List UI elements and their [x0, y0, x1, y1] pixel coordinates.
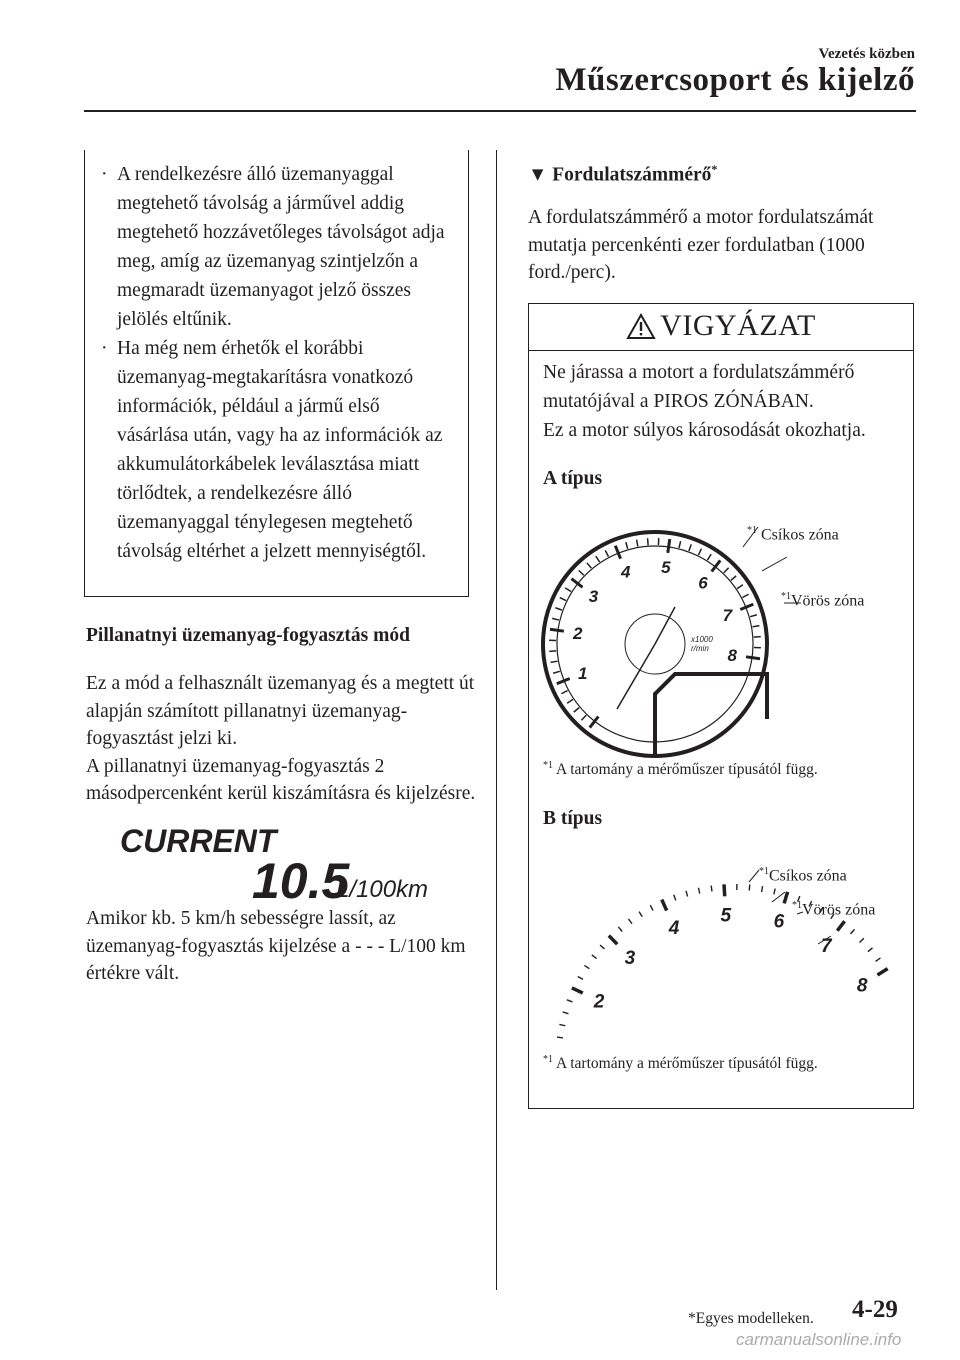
gauge-b-numbers	[580, 905, 868, 1044]
gauge-a-tick	[737, 585, 743, 589]
caution-header	[529, 304, 913, 348]
gauge-a-tick	[551, 661, 558, 662]
column-divider	[496, 150, 497, 1290]
caution-title: VIGYÁZAT	[660, 309, 816, 342]
striped-zone-leader-b	[749, 870, 759, 882]
gauge-a-tick	[550, 629, 564, 631]
gauge-a-tick	[605, 550, 608, 556]
footer-note: *Egyes modelleken.	[688, 1310, 814, 1327]
gauge-a-tick	[731, 576, 736, 580]
gauge-b-tick	[837, 921, 844, 931]
gauge-b-tick	[572, 988, 583, 993]
header-rule	[84, 110, 916, 112]
red-zone-label-a: $^{*1}$Vörös zóna	[781, 591, 865, 610]
gauge-a-tick	[724, 568, 729, 573]
gauge-b-number: 6	[773, 911, 785, 933]
gauge-b-tick	[609, 936, 617, 945]
gauge-a-number: 1	[577, 664, 588, 684]
gauge-a-unit-line2: r/min	[691, 644, 709, 653]
subheading: Pillanatnyi üzemanyag-fogyasztás mód	[86, 625, 410, 646]
gauge-b-tick	[559, 1024, 565, 1025]
page-number: 4-29	[852, 1296, 898, 1323]
page-title: Műszercsoport és kijelző	[555, 62, 915, 98]
warning-triangle-icon	[626, 313, 656, 340]
gauge-a-tick	[567, 699, 573, 703]
bullet-text: A rendelkezésre álló üzemanyaggal megtehető távolság a járművel addig megtehető hozzávetőleges távolságot adja meg, amíg az üzemanyag szintjelzőn a megmaradt üzemanyagot jelző összes jelölés eltűnik.	[117, 164, 445, 330]
gauge-b-tick	[592, 955, 597, 959]
gauge-a-number: 6	[698, 573, 708, 593]
gauge-b-tick	[662, 900, 667, 911]
bullet-item	[101, 334, 452, 566]
display-unit: L/100km	[336, 876, 429, 902]
mode-description	[86, 670, 476, 808]
gauge-b-tick	[724, 884, 725, 896]
gauge-b-tick	[860, 938, 864, 942]
gauge-b-tick	[600, 945, 605, 949]
gauge-b-tick	[584, 965, 589, 968]
gauge-a-tick	[626, 542, 628, 549]
gauge-b-number: 8	[856, 975, 868, 997]
caution-paragraph: Ez a motor súlyos károsodását okozhatja.	[543, 420, 866, 441]
gauge-b-tick	[774, 889, 775, 895]
caution-box	[528, 303, 914, 1109]
bullet-item	[101, 160, 452, 334]
gauge-a-tick	[742, 594, 748, 597]
caution-divider	[529, 350, 913, 351]
gauge-a-number: 2	[573, 624, 583, 644]
tachometer-heading	[528, 162, 717, 187]
gauge-a-tick	[555, 608, 562, 610]
display-value: 10.5	[252, 853, 350, 902]
caution-text	[543, 358, 903, 445]
gauge-a-tick	[579, 570, 584, 575]
gauge-b-tick	[868, 948, 873, 952]
gauge-a-tick	[565, 588, 571, 592]
gauge-a-tick	[553, 671, 560, 673]
gauge-a-number: 8	[727, 645, 737, 665]
paragraph: A pillanatnyi üzemanyag-fogyasztás 2 másodpercenként kerül kiszámításra és kijelzésre.	[86, 755, 476, 804]
striped-zone-label-b: $^{*1}$Csíkos zóna	[759, 866, 847, 885]
gauge-a-tick	[689, 544, 691, 551]
gauge-a-needle-tail	[655, 607, 675, 644]
gauge-a-tick	[552, 618, 559, 620]
caution-paragraph: Ne járassa a motort a fordulatszámmérő mutatójával a PIROS ZÓNÁBAN.	[543, 362, 855, 412]
gauge-b-tick	[686, 891, 688, 897]
gauge-a-tick	[707, 554, 711, 560]
heading-text: Fordulatszámmérő	[552, 164, 712, 186]
gauge-a-tick	[596, 556, 600, 562]
heading-asterisk: *	[711, 162, 718, 176]
gauge-a-display-frame	[655, 674, 767, 757]
gauge-b-tick	[618, 927, 622, 932]
paragraph: A fordulatszámmérő a motor fordulatszámát mutatja percenkénti ezer fordulatban (1000 ford./perc).	[528, 207, 874, 283]
gauge-b-number	[580, 1043, 591, 1044]
footnote-b: $^{*1}$ A tartomány a mérőműszer típusától függ.	[543, 1054, 818, 1073]
tachometer-type-a	[535, 519, 915, 759]
gauge-b-number: 5	[720, 905, 732, 927]
gauge-a-number: 7	[722, 605, 733, 625]
gauge-a-tick	[587, 563, 591, 568]
gauge-b-tick	[557, 1037, 563, 1038]
display-label: CURRENT	[120, 823, 277, 859]
footnote-a: $^{*1}$ A tartomány a mérőműszer típusától függ.	[543, 760, 818, 779]
gauge-b-number: 3	[624, 948, 636, 970]
gauge-b-number: 7	[821, 935, 832, 957]
red-zone-label-b: $^{*1}$Vörös zóna	[792, 900, 876, 919]
gauge-b-tick	[876, 958, 881, 962]
gauge-a-tick	[574, 708, 579, 712]
striped-zone-label-a: $^{*1}$ Csíkos zóna	[747, 525, 839, 544]
paragraph: Amikor kb. 5 km/h sebességre lassít, az üzemanyag-fogyasztás kijelzése a - - - L/100 km értékre vált.	[86, 908, 466, 984]
gauge-a-unit-line1: x1000	[691, 635, 713, 644]
gauge-a-tick	[750, 615, 757, 617]
gauge-a-number: 3	[588, 586, 599, 606]
gauge-a-tick	[668, 539, 670, 553]
gauge-b-tick	[784, 892, 788, 903]
gauge-b-tick	[567, 1000, 573, 1002]
gauge-b-number: 2	[593, 991, 605, 1013]
gauge-b-tick	[628, 919, 632, 924]
gauge-a-tick	[698, 549, 701, 555]
gauge-a-needle	[617, 644, 655, 709]
gauge-b-number: 4	[668, 917, 680, 939]
consumption-display	[110, 820, 450, 902]
type-b-label: B típus	[543, 808, 603, 829]
gauge-a-tick	[581, 715, 586, 720]
gauge-b-tick	[650, 905, 653, 910]
gauge-a-number: 4	[621, 562, 631, 582]
bullet-dot-icon: ·	[101, 164, 108, 185]
paragraph: Ez a mód a felhasznált üzemanyag és a megtett út alapján számított pillanatnyi üzemanyag-fogyasztást jelzi ki.	[86, 673, 475, 749]
type-a-label: A típus	[543, 468, 603, 489]
gauge-b-tick	[578, 976, 583, 979]
gauge-a-tick	[752, 626, 759, 627]
gauge-a-number: 5	[661, 557, 671, 577]
watermark: carmanualsonline.info	[736, 1330, 902, 1349]
heading-marker-icon: ▼	[528, 164, 548, 186]
gauge-b-tick	[698, 888, 699, 894]
gauge-a-numbers	[572, 558, 737, 683]
gauge-b-tick	[762, 886, 763, 892]
gauge-b-tick	[711, 886, 712, 892]
note-box	[84, 150, 469, 597]
gauge-a-tick	[746, 657, 760, 659]
bullet-text: Ha még nem érhetők el korábbi üzemanyag-megtakarításra vonatkozó információk, például a jármű első vásárlása után, vagy ha az információk az akkumulátorkábelek leválasztása miatt törlődtek, a rendelkezésre álló üzemanyaggal ténylegesen megtehető távolság eltérhet a jelzett mennyiségtől.	[117, 338, 443, 562]
gauge-a-tick	[560, 598, 566, 601]
gauge-b-tick	[851, 929, 855, 933]
gauge-a-tick	[561, 690, 567, 693]
section-label: Vezetés közben	[818, 46, 915, 62]
zone-bracket-a	[762, 557, 787, 571]
tachometer-type-b	[535, 864, 915, 1044]
bullet-dot-icon: ·	[101, 338, 108, 359]
gauge-b-tick	[563, 1012, 569, 1014]
gauge-b-tick	[674, 895, 676, 901]
gauge-b-tick	[639, 912, 642, 917]
gauge-a-tick	[637, 540, 638, 547]
gauge-a-tick	[679, 541, 681, 548]
gauge-b-tick	[877, 969, 887, 975]
